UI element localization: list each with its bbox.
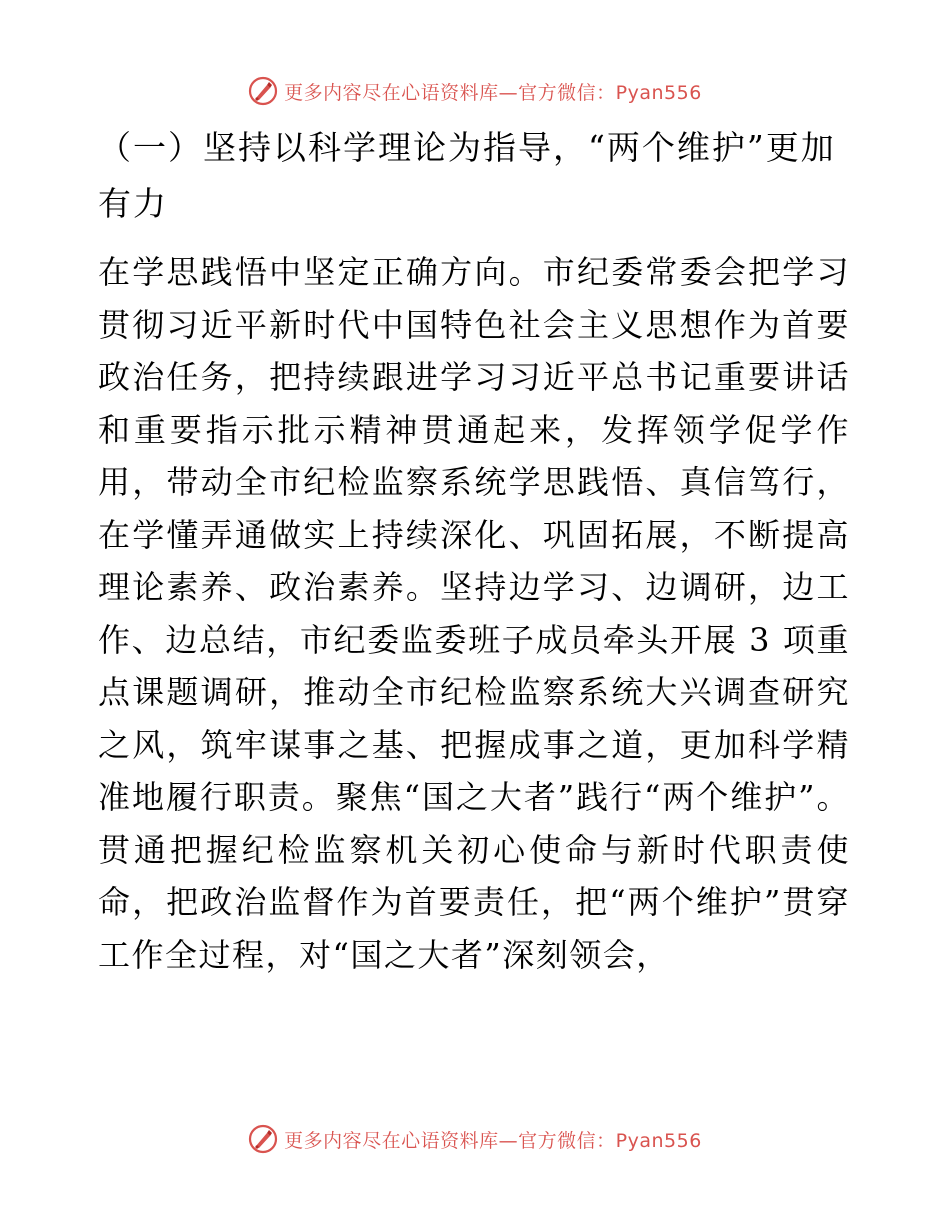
footer-watermark-banner: [0, 1124, 950, 1154]
header-watermark-text: 更多内容尽在心语资料库—官方微信：Pyan556: [284, 81, 702, 104]
section-paragraph: 在学思践悟中坚定正确方向。市纪委常委会把学习贯彻习近平新时代中国特色社会主义思想作为首要政治任务，把持续跟进学习习近平总书记重要讲话和重要指示批示精神贯通起来，发挥领学促学作用，带动全市纪检监察系统学思践悟、真信笃行，在学懂弄通做实上持续深化、巩固拓展，不断提高理论素养、政治素养。坚持边学习、边调研，边工作、边总结，市纪委监委班子成员牵头开展 3 项重点课题调研，推动全市纪检监察系统大兴调查研究之风，筑牢谋事之基、把握成事之道，更加科学精准地履行职责。聚焦“国之大者”践行“两个维护”。贯通把握纪检监察机关初心使命与新时代职责使命，把政治监督作为首要责任，把“两个维护”贯穿工作全过程，对“国之大者”深刻领会，: [98, 253, 850, 974]
footer-watermark-text: 更多内容尽在心语资料库—官方微信：Pyan556: [284, 1129, 702, 1152]
fountain-pen-logo-icon: [248, 1124, 278, 1154]
document-body: [98, 120, 850, 981]
section-heading: （一）坚持以科学理论为指导，“两个维护”更加有力: [98, 128, 836, 223]
fountain-pen-logo-icon: [248, 76, 278, 106]
header-watermark-banner: [0, 76, 950, 106]
